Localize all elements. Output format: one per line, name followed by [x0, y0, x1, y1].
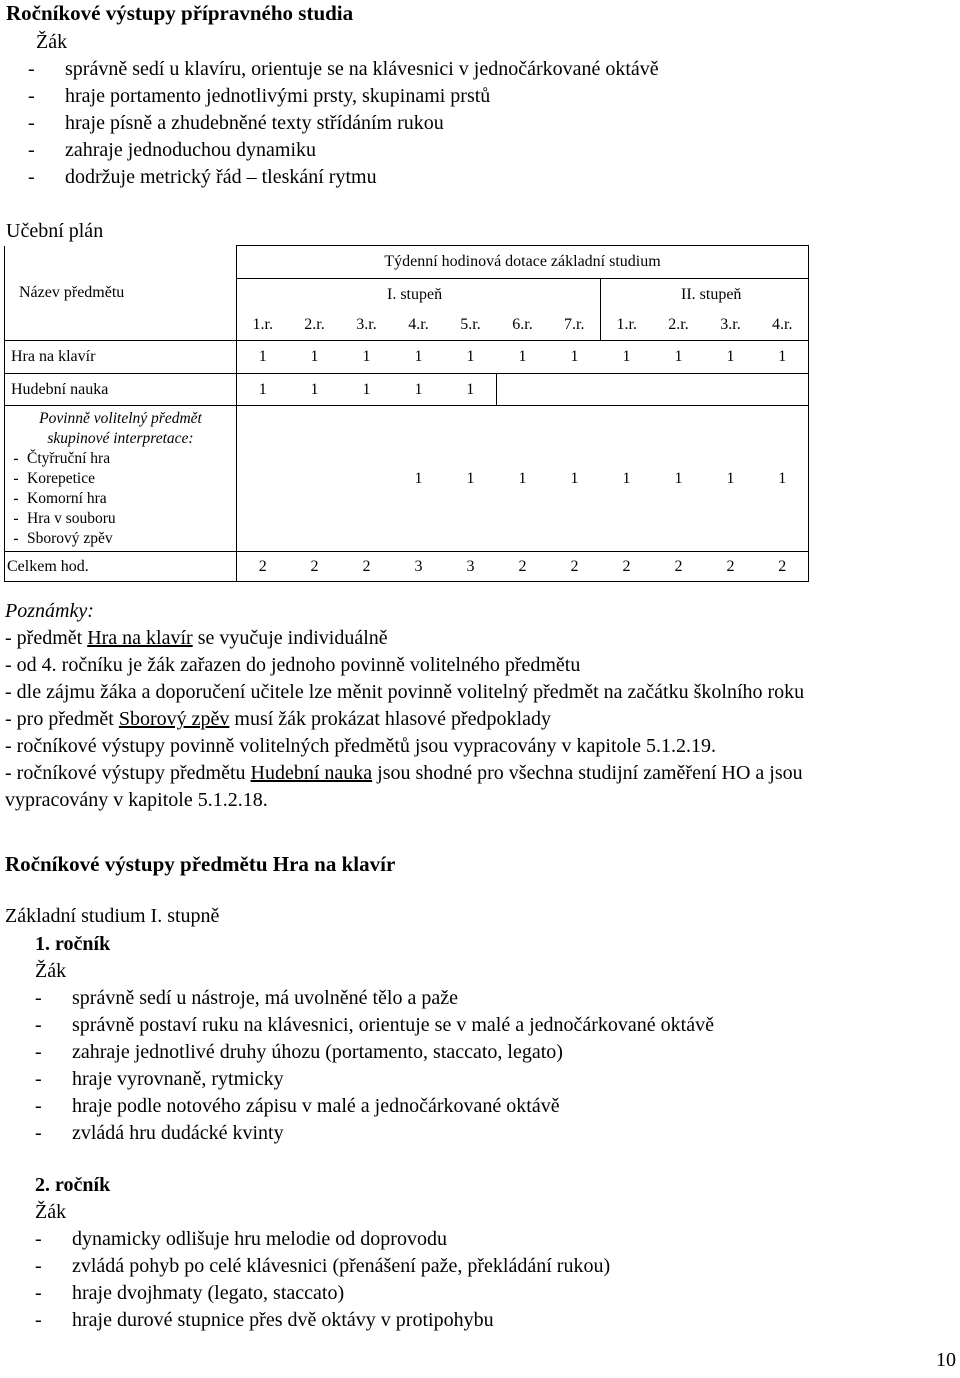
- list-item: - dodržuje metrický řád – tleskání rytmu: [28, 164, 956, 191]
- cell: 1: [549, 341, 601, 374]
- list-item: - Hra v souboru: [13, 509, 116, 527]
- table-row: [5, 406, 809, 552]
- cell: 1: [341, 341, 393, 374]
- cell: 1: [445, 341, 497, 374]
- weekly-header: Týdenní hodinová dotace základní studium: [237, 246, 809, 279]
- cell: 2: [653, 552, 705, 582]
- section-title: Ročníkové výstupy přípravného studia: [6, 1, 354, 25]
- cell: [601, 374, 653, 406]
- list-item: - dynamicky odlišuje hru melodie od doprovodu: [35, 1226, 957, 1253]
- notes-title: Poznámky:: [5, 600, 94, 622]
- cell: [757, 374, 809, 406]
- stage2-header: II. stupeň: [601, 279, 809, 311]
- cell: 1: [393, 406, 445, 552]
- cell: 1: [341, 374, 393, 406]
- note: - ročníkové výstupy předmětu Hudební nauka jsou shodné pro všechna studijní zaměření HO a jsou: [5, 762, 803, 784]
- note: - dle zájmu žáka a doporučení učitele lze měnit povinně volitelný předmět na začátku školního roku: [5, 681, 805, 703]
- cell: 1: [237, 374, 289, 406]
- note: - pro předmět Sborový zpěv musí žák prokázat hlasové předpoklady: [5, 708, 551, 730]
- year-header: 2.r.: [289, 311, 341, 341]
- year-label: 1. ročník: [35, 933, 111, 955]
- cell: 1: [705, 341, 757, 374]
- list-item: - správně postaví ruku na klávesnici, orientuje se v malé a jednočárkované oktávě: [35, 1012, 957, 1039]
- cell: 1: [757, 341, 809, 374]
- cell: 2: [705, 552, 757, 582]
- row-label: Hra na klavír: [5, 341, 237, 374]
- notes: [5, 598, 957, 814]
- cell: 3: [393, 552, 445, 582]
- cell: [289, 406, 341, 552]
- note: - ročníkové výstupy povinně volitelných předmětů jsou vypracovány v kapitole 5.1.2.19.: [5, 735, 716, 757]
- year-header: 6.r.: [497, 311, 549, 341]
- cell: 2: [497, 552, 549, 582]
- list-item: - hraje písně a zhudebněné texty střídáním rukou: [28, 110, 956, 137]
- elective-subject: [5, 406, 237, 552]
- table-row: [5, 341, 809, 374]
- cell: 1: [705, 406, 757, 552]
- table-row: [5, 374, 809, 406]
- year-header: 3.r.: [341, 311, 393, 341]
- cell: 1: [653, 341, 705, 374]
- pupil-label: Žák: [35, 960, 67, 982]
- elective-subtitle: skupinové interpretace:: [47, 429, 194, 447]
- year-header: 4.r.: [757, 311, 809, 341]
- pupil-label: Žák: [36, 31, 68, 53]
- list-item: - zahraje jednoduchou dynamiku: [28, 137, 956, 164]
- list-item: - správně sedí u nástroje, má uvolněné tělo a paže: [35, 985, 957, 1012]
- cell: 1: [601, 341, 653, 374]
- cell: 1: [237, 341, 289, 374]
- list-item: - Komorní hra: [13, 489, 107, 507]
- list-item: - zvládá pohyb po celé klávesnici (přenášení paže, překládání rukou): [35, 1253, 957, 1280]
- year-header: 5.r.: [445, 311, 497, 341]
- list-item: - Sborový zpěv: [13, 529, 113, 547]
- list-item: - Korepetice: [13, 469, 95, 487]
- list-item: - hraje portamento jednotlivými prsty, skupinami prstů: [28, 83, 956, 110]
- cell: 1: [445, 406, 497, 552]
- cell: 2: [237, 552, 289, 582]
- year-header: 3.r.: [705, 311, 757, 341]
- note: vypracovány v kapitole 5.1.2.18.: [5, 789, 268, 811]
- cell: 1: [497, 341, 549, 374]
- cell: [653, 374, 705, 406]
- year-header: 7.r.: [549, 311, 601, 341]
- cell: 1: [393, 374, 445, 406]
- list-item: - správně sedí u klavíru, orientuje se na klávesnici v jednočárkované oktávě: [28, 56, 956, 83]
- cell: [497, 374, 549, 406]
- list-item: - hraje vyrovnaně, rytmicky: [35, 1066, 957, 1093]
- cell: 2: [757, 552, 809, 582]
- year-label: 2. ročník: [35, 1174, 111, 1196]
- cell: [237, 406, 289, 552]
- list-item: - Čtyřruční hra: [13, 449, 111, 467]
- level-label: Základní studium I. stupně: [5, 905, 220, 927]
- list-item: - zahraje jednotlivé druhy úhozu (portamento, staccato, legato): [35, 1039, 957, 1066]
- cell: 1: [757, 406, 809, 552]
- elective-title: Povinně volitelný předmět: [39, 409, 202, 427]
- cell: 1: [393, 341, 445, 374]
- section-title: Ročníkové výstupy předmětu Hra na klavír: [5, 852, 396, 876]
- row-label: Celkem hod.: [5, 552, 237, 582]
- note: - předmět Hra na klavír se vyučuje individuálně: [5, 627, 388, 649]
- cell: 1: [497, 406, 549, 552]
- pupil-label: Žák: [35, 1201, 67, 1223]
- year-header: 1.r.: [601, 311, 653, 341]
- outcomes-list: [6, 56, 956, 191]
- row-label: Hudební nauka: [5, 374, 237, 406]
- list-item: - hraje durové stupnice přes dvě oktávy v protipohybu: [35, 1307, 957, 1334]
- cell: 1: [445, 374, 497, 406]
- curriculum-table: [4, 245, 809, 582]
- page-number: 10: [936, 1349, 956, 1371]
- table-row: [5, 552, 809, 582]
- stage1-header: I. stupeň: [237, 279, 601, 311]
- year2-block: [5, 1172, 957, 1334]
- subject-header: Název předmětu: [5, 246, 237, 341]
- cell: 2: [601, 552, 653, 582]
- cell: [549, 374, 601, 406]
- cell: 3: [445, 552, 497, 582]
- cell: [705, 374, 757, 406]
- cell: 2: [549, 552, 601, 582]
- cell: 1: [549, 406, 601, 552]
- cell: 2: [289, 552, 341, 582]
- list-item: - zvládá hru dudácké kvinty: [35, 1120, 957, 1147]
- cell: 2: [341, 552, 393, 582]
- cell: [341, 406, 393, 552]
- year-header: 4.r.: [393, 311, 445, 341]
- year-header: 1.r.: [237, 311, 289, 341]
- list-item: - hraje podle notového zápisu v malé a jednočárkované oktávě: [35, 1093, 957, 1120]
- cell: 1: [289, 374, 341, 406]
- year1-block: [5, 931, 957, 1147]
- cell: 1: [289, 341, 341, 374]
- plan-label: Učební plán: [6, 220, 104, 242]
- cell: 1: [653, 406, 705, 552]
- list-item: - hraje dvojhmaty (legato, staccato): [35, 1280, 957, 1307]
- year-header: 2.r.: [653, 311, 705, 341]
- note: - od 4. ročníku je žák zařazen do jednoho povinně volitelného předmětu: [5, 654, 581, 676]
- cell: 1: [601, 406, 653, 552]
